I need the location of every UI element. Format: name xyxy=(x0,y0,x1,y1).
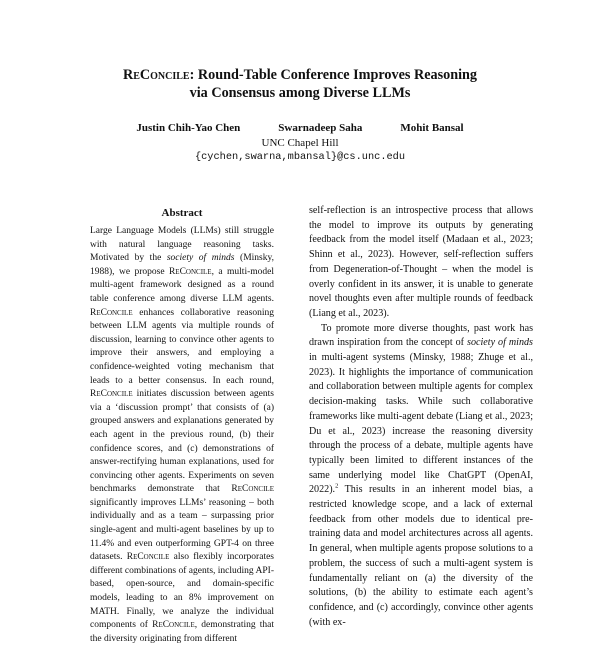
author-list xyxy=(40,122,560,135)
author-emails: {cychen,swarna,mbansal}@cs.unc.edu xyxy=(194,151,406,163)
paper-title xyxy=(40,66,560,102)
framework-name: ReConcile xyxy=(122,67,190,83)
abstract-column xyxy=(90,225,274,646)
footnote-marker[interactable]: 2 xyxy=(335,483,339,490)
author-3: Mohit Bansal xyxy=(400,122,464,134)
body-paragraph-1: self-reflection is an introspective process that allows the model to improve its outputs by generating feedback from the model itself (Madaan et al., 2023; Shinn et al., 2023). However, self-reflection suffers from Degeneration-of-Thought – when the model is overly confident in its answer, it is unable to generate novel thoughts even after multiple rounds of feedback (Liang et al., 2023). xyxy=(309,205,533,319)
author-2: Swarnadeep Saha xyxy=(278,122,363,134)
title-line-1: ReConcile: Round-Table Conference Improves Reasoning xyxy=(122,67,478,83)
abstract-heading: Abstract xyxy=(161,207,203,219)
author-1: Justin Chih-Yao Chen xyxy=(136,122,241,134)
body-column xyxy=(309,204,533,630)
affiliation: UNC Chapel Hill xyxy=(261,137,339,149)
body-paragraph-2: To promote more diverse thoughts, past work has drawn inspiration from the concept of society of minds in multi-agent systems (Minsky, 1988; Zhuge et al., 2023). It highlights the importance of communication and collaboration between multiple agents for complex decision-making tasks. While such collaborative frameworks like multi-agent debate (Liang et al., 2023; Du et al., 2023) increase the reasoning diversity through the process of a debate, multiple agents have typically been limited to different instances of the same underlying model like ChatGPT (OpenAI, 2022).$^2$ This results in an inherent model bias, a restricted knowledge scope, and a lack of external feedback from other models due to identical pre-training data and model architectures across all agents. In general, when multiple agents propose solutions to a problem, the success of such a multi-agent system is fundamentally reliant on (a) the diversity of the solutions, (b) the ability to estimate each agent’s confidence, and (c) accordingly, convince other agents (with ex- xyxy=(309,322,533,628)
title-line-2: via Consensus among Diverse LLMs xyxy=(189,85,411,101)
abstract-text: Large Language Models (LLMs) still struggle with natural language reasoning tasks. Motivated by the society of minds (Minsky, 1988), we propose ReConcile, a multi-model multi-agent framework designed as a round table conference among diverse LLM agents. ReConcile enhances collaborative reasoning between LLM agents via multiple rounds of discussion, learning to convince other agents to improve their answers, and employing a confidence-weighted voting mechanism that leads to a better consensus. In each round, ReConcile initiates discussion between agents via a ‘discussion prompt’ that consists of (a) grouped answers and explanations generated by each agent in the previous round, (b) their confidence scores, and (c) demonstrations of answer-rectifying human explanations, used for convincing other agents. Experiments on seven benchmarks demonstrate that ReConcile significantly improves LLMs’ reasoning – both individually and as a team – surpassing prior single-agent and multi-agent baselines by up to 11.4% and even outperforming GPT-4 on three datasets. ReConcile also flexibly incorporates different combinations of agents, including API-based, open-source, and domain-specific models, leading to an 8% improvement on MATH. Finally, we analyze the individual components of ReConcile, demonstrating that the diversity originating from different xyxy=(90,226,274,644)
